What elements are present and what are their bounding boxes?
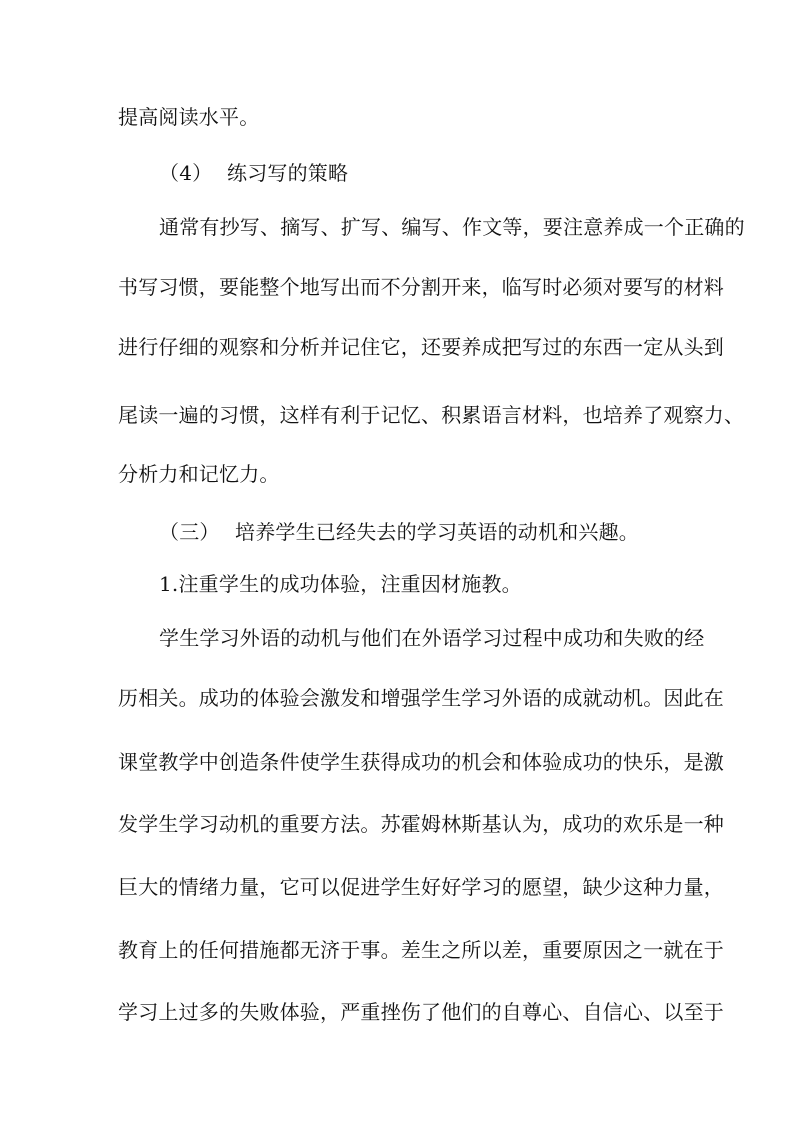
paragraph-line: 尾读一遍的习惯，这样有利于记忆、积累语言材料，也培养了观察力、: [118, 403, 745, 427]
paragraph-line: 学习上过多的失败体验，严重挫伤了他们的自尊心、自信心、以至于: [118, 1000, 724, 1024]
paragraph-line: 发学生学习动机的重要方法。苏霍姆林斯基认为，成功的欢乐是一种: [118, 812, 724, 836]
section-heading: [159, 520, 639, 544]
paragraph-line: 巨大的情绪力量，它可以促进学生好好学习的愿望，缺少这种力量，: [118, 875, 724, 899]
paragraph-line: 通常有抄写、摘写、扩写、编写、作文等，要注意养成一个正确的: [159, 215, 745, 239]
paragraph-line: 学生学习外语的动机与他们在外语学习过程中成功和失败的经: [159, 626, 705, 650]
paragraph-line: 教育上的任何措施都无济于事。差生之所以差，重要原因之一就在于: [118, 938, 724, 962]
paragraph-line: 历相关。成功的体验会激发和增强学生学习外语的成就动机。因此在: [118, 686, 724, 710]
paragraph-line: 提高阅读水平。: [118, 105, 260, 129]
section-title: 培养学生已经失去的学习英语的动机和兴趣。: [235, 520, 639, 544]
paragraph-line: 书写习惯，要能整个地写出而不分割开来，临写时必须对要写的材料: [118, 275, 724, 299]
paragraph-line: 进行仔细的观察和分析并记住它，还要养成把写过的东西一定从头到: [118, 335, 724, 359]
section-heading: [159, 161, 348, 185]
paragraph-line: 课堂教学中创造条件使学生获得成功的机会和体验成功的快乐，是激: [118, 750, 724, 774]
section-number: （4）: [159, 161, 213, 185]
paragraph-line: 分析力和记忆力。: [118, 462, 280, 486]
subsection-heading: 1.注重学生的成功体验，注重因材施教。: [159, 572, 522, 596]
section-number: （三）: [159, 520, 220, 544]
section-title: 练习写的策略: [227, 161, 349, 185]
